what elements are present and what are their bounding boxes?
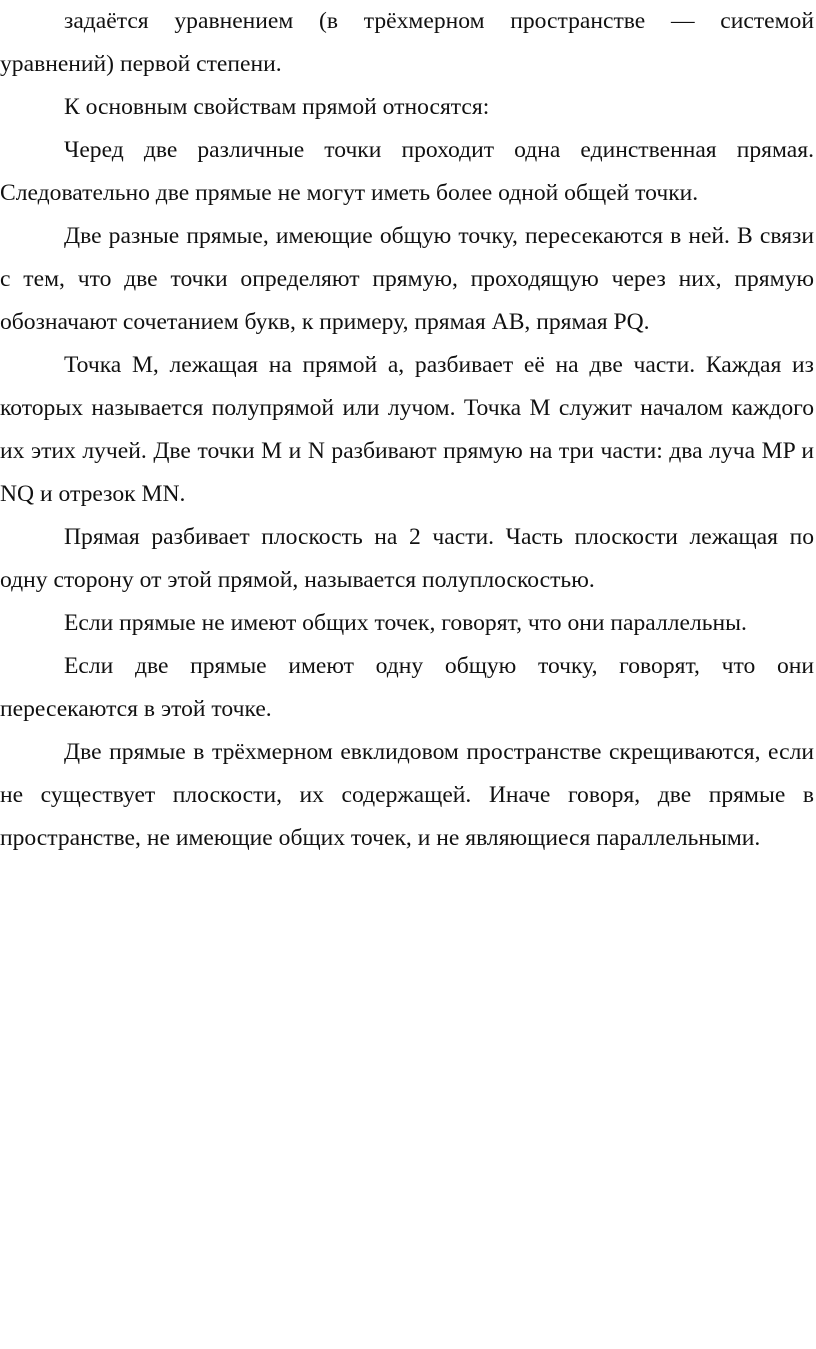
- paragraph-parallel: Если прямые не имеют общих точек, говорят, что они параллельны.: [64, 610, 747, 636]
- paragraph-two-points: Черед две различные точки проходит одна единственная прямая. Следовательно две прямые не могут иметь более одной общей точки.: [0, 137, 814, 206]
- paragraph-intersection: Две разные прямые, имеющие общую точку, пересекаются в ней. В связи с тем, что две точки определяют прямую, проходящую через них, прямую обозначают сочетанием букв, к примеру, прямая AB, прямая PQ.: [0, 223, 814, 335]
- paragraph-intersecting: Если две прямые имеют одну общую точку, говорят, что они пересекаются в этой точке.: [0, 653, 814, 722]
- paragraph-equation-definition: задаётся уравнением (в трёхмерном пространстве — системой уравнений) первой степени.: [0, 8, 814, 77]
- paragraph-properties-intro: К основным свойствам прямой относятся:: [64, 94, 490, 120]
- paragraph-skew-lines: Две прямые в трёхмерном евклидовом пространстве скрещиваются, если не существует плоскости, их содержащей. Иначе говоря, две прямые в пространстве, не имеющие общих точек, и не являющиеся параллельными.: [0, 739, 814, 851]
- paragraph-rays: Точка M, лежащая на прямой a, разбивает её на две части. Каждая из которых называется полупрямой или лучом. Точка M служит началом каждого их этих лучей. Две точки M и N разбивают прямую на три части: два луча MP и NQ и отрезок MN.: [0, 352, 814, 507]
- paragraph-half-plane: Прямая разбивает плоскость на 2 части. Часть плоскости лежащая по одну сторону от этой прямой, называется полуплоскостью.: [0, 524, 814, 593]
